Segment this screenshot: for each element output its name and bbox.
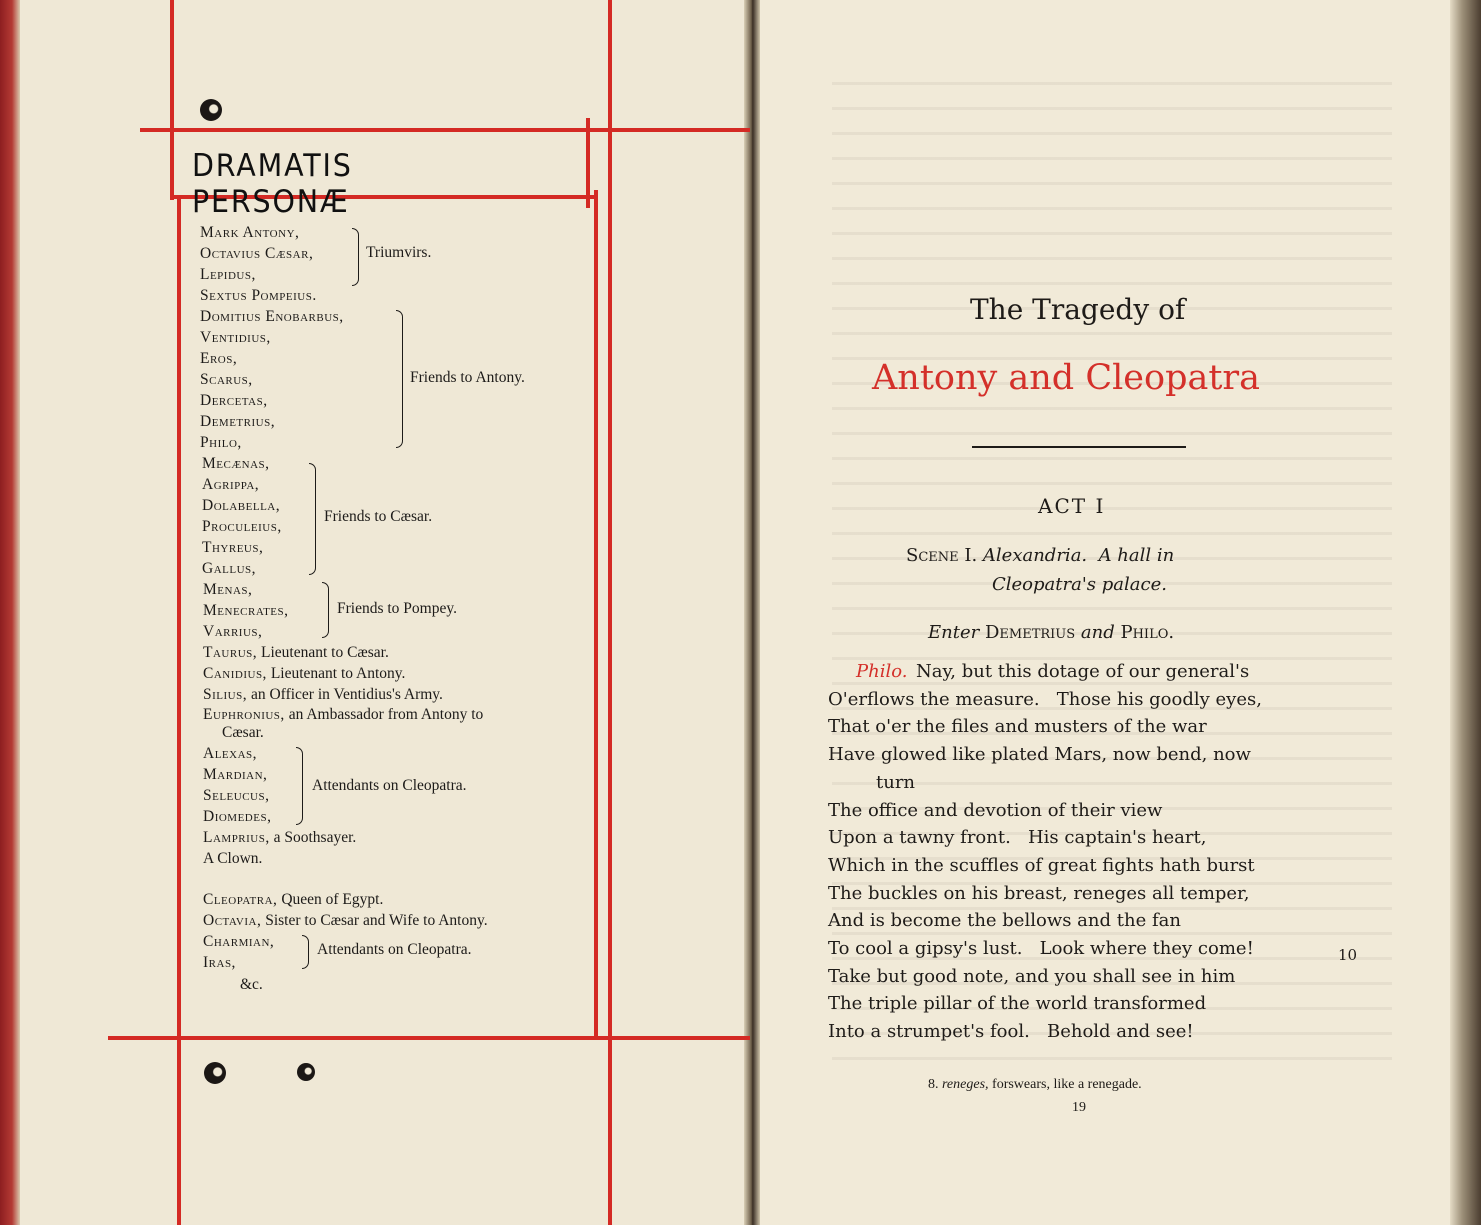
cast-entry: [203, 933, 274, 951]
group-label-attendants-1: Attendants on Cleopatra.: [312, 777, 467, 794]
ornament-disc-icon: [200, 99, 222, 121]
verse-line: To cool a gipsy's lust. Look where they come!: [828, 938, 1254, 959]
cast-entry: [202, 539, 263, 557]
verse-line: That o'er the files and musters of the war: [828, 716, 1207, 737]
book-cover-edge-left: [0, 0, 20, 1225]
cast-name: Octavius Cæsar,: [200, 245, 314, 262]
verse-line: The triple pillar of the world transformed: [828, 993, 1207, 1014]
cast-name: Cleopatra,: [203, 891, 278, 908]
cast-name: Seleucus,: [203, 787, 270, 804]
red-rule-vertical-far-right: [608, 0, 612, 1225]
cast-name: Diomedes,: [203, 808, 272, 825]
cast-entry: [203, 644, 389, 662]
verse-line: turn: [876, 772, 916, 793]
cast-entry: [202, 476, 259, 494]
cast-entry: [202, 455, 270, 473]
verse-line: Take but good note, and you shall see in him: [828, 966, 1236, 987]
cast-entry: [240, 976, 263, 994]
cast-entry: [203, 623, 262, 641]
cast-name: Varrius,: [203, 623, 263, 640]
cast-name: Iras,: [203, 954, 236, 971]
scene-place-1: Alexandria. A hall in: [982, 545, 1175, 566]
cast-entry: [203, 581, 252, 599]
title-divider: [972, 446, 1186, 448]
cast-entry: [203, 891, 383, 909]
cast-description: Lieutenant to Cæsar.: [257, 644, 389, 661]
cast-entry: [203, 829, 356, 847]
cast-entry: [203, 954, 236, 972]
cast-entry: [200, 413, 275, 431]
cast-entry: [200, 287, 317, 305]
cast-entry: [200, 350, 237, 368]
cast-name: Euphronius,: [203, 706, 285, 723]
cast-name: Dercetas,: [200, 392, 268, 409]
speaker-name: Philo.: [856, 661, 908, 682]
scene-heading: [906, 545, 1174, 566]
cast-name: Menecrates,: [203, 602, 289, 619]
footnote-text: forswears, like a renegade.: [988, 1077, 1142, 1092]
brace-attendants-2: [302, 935, 309, 969]
verse-line: Nay, but this dotage of our general's: [916, 661, 1250, 682]
group-label-triumvirs: Triumvirs.: [366, 244, 432, 261]
brace-attendants-1: [296, 747, 303, 825]
cast-entry: [203, 686, 443, 704]
cast-description: Sister to Cæsar and Wife to Antony.: [261, 912, 488, 929]
scene-place-2: Cleopatra's palace.: [992, 574, 1167, 595]
cast-entry: [200, 245, 313, 263]
cast-name: Proculeius,: [202, 518, 282, 535]
cast-entry: [202, 497, 280, 515]
brace-friends-antony: [396, 310, 403, 448]
red-rule-vertical-right: [594, 190, 598, 1038]
cast-name: Mark Antony,: [200, 224, 300, 241]
cast-name: Menas,: [203, 581, 253, 598]
group-label-friends-caesar: Friends to Cæsar.: [324, 508, 433, 525]
cast-entry: [222, 724, 264, 742]
red-rule-vertical-left: [170, 0, 174, 200]
cast-name: Scarus,: [200, 371, 253, 388]
cast-entry: [200, 392, 268, 410]
book-cover-edge-right: [1450, 0, 1481, 1225]
cast-name: Philo,: [200, 434, 242, 451]
cast-name: Domitius Enobarbus,: [200, 308, 344, 325]
cast-entry: [203, 850, 262, 868]
cast-name: Sextus Pompeius.: [200, 287, 317, 304]
group-label-friends-antony: Friends to Antony.: [410, 369, 525, 386]
enter-and: and: [1080, 622, 1115, 643]
cast-name: Demetrius,: [200, 413, 276, 430]
cast-name: Lepidus,: [200, 266, 256, 283]
group-label-attendants-2: Attendants on Cleopatra.: [317, 941, 472, 958]
verse-line: And is become the bellows and the fan: [828, 910, 1181, 931]
cast-entry: [200, 224, 299, 242]
cast-name: Charmian,: [203, 933, 275, 950]
red-rule-horizontal-top: [140, 128, 750, 132]
line-number: 10: [1338, 946, 1358, 964]
red-rule-vertical-left-lower: [177, 198, 181, 1225]
cast-entry: [203, 602, 289, 620]
act-heading: ACT I: [1038, 494, 1106, 518]
footnote: [928, 1077, 1142, 1093]
cast-description: Cæsar.: [222, 724, 264, 741]
cast-name: Mardian,: [203, 766, 268, 783]
brace-friends-caesar: [309, 463, 316, 575]
cast-name: Thyreus,: [202, 539, 264, 556]
cast-description: &c.: [240, 976, 263, 993]
enter-name-1: Demetrius: [984, 622, 1076, 643]
red-rule-horizontal-bottom: [108, 1036, 750, 1040]
footnote-word: reneges,: [942, 1077, 989, 1092]
cast-entry: [200, 329, 271, 347]
cast-name: Ventidius,: [200, 329, 271, 346]
group-label-friends-pompey: Friends to Pompey.: [337, 600, 457, 617]
scene-label: Scene I.: [906, 545, 978, 566]
cast-entry: [203, 706, 483, 724]
cast-name: Gallus,: [202, 560, 257, 577]
cast-entry: [200, 266, 256, 284]
ornament-disc-icon: [297, 1063, 315, 1081]
page-number: 19: [1072, 1100, 1086, 1115]
brace-triumvirs: [352, 228, 359, 286]
title-line-1: The Tragedy of: [970, 293, 1186, 326]
cast-entry: [203, 766, 267, 784]
cast-entry: [200, 434, 242, 452]
cast-entry: [202, 560, 256, 578]
cast-description: a Soothsayer.: [269, 829, 357, 846]
cast-entry: [203, 912, 488, 930]
cast-name: Canidius,: [203, 665, 267, 682]
cast-description: an Officer in Ventidius's Army.: [247, 686, 443, 703]
verse-line: Into a strumpet's fool. Behold and see!: [828, 1021, 1194, 1042]
cast-name: Mecænas,: [202, 455, 270, 472]
enter-name-2: Philo.: [1120, 622, 1175, 643]
cast-name: Alexas,: [203, 745, 258, 762]
verse-line: Upon a tawny front. His captain's heart,: [828, 827, 1207, 848]
footnote-number: 8.: [928, 1077, 939, 1092]
cast-entry: [200, 308, 344, 326]
stage-direction: [928, 622, 1174, 643]
verse-line: O'erflows the measure. Those his goodly eyes,: [828, 689, 1262, 710]
enter-word: Enter: [928, 622, 980, 643]
cast-entry: [203, 787, 270, 805]
verse-line: Have glowed like plated Mars, now bend, now: [828, 744, 1251, 765]
cast-entry: [202, 518, 282, 536]
cast-name: Dolabella,: [202, 497, 281, 514]
verse-line: The office and devotion of their view: [828, 800, 1163, 821]
cast-entry: [200, 371, 253, 389]
cast-name: Octavia,: [203, 912, 262, 929]
ornament-disc-icon: [204, 1062, 226, 1084]
cast-entry: [203, 665, 405, 683]
dramatis-personae-title: DRAMATIS PERSONÆ: [192, 148, 353, 220]
book-spine: [744, 0, 760, 1225]
cast-description: Lieutenant to Antony.: [266, 665, 406, 682]
cast-entry: [203, 745, 257, 763]
cast-name: Eros,: [200, 350, 238, 367]
cast-name: Silius,: [203, 686, 248, 703]
cast-name: Lamprius,: [203, 829, 270, 846]
cast-entry: [203, 808, 271, 826]
brace-friends-pompey: [322, 582, 329, 638]
cast-description: A Clown.: [203, 850, 263, 867]
verse-line: The buckles on his breast, reneges all temper,: [828, 883, 1250, 904]
cast-description: Queen of Egypt.: [277, 891, 384, 908]
verse-line: Which in the scuffles of great fights hath burst: [828, 855, 1255, 876]
cast-name: Agrippa,: [202, 476, 260, 493]
cast-description: an Ambassador from Antony to: [284, 706, 484, 723]
play-title: Antony and Cleopatra: [872, 358, 1261, 398]
cast-name: Taurus,: [203, 644, 258, 661]
